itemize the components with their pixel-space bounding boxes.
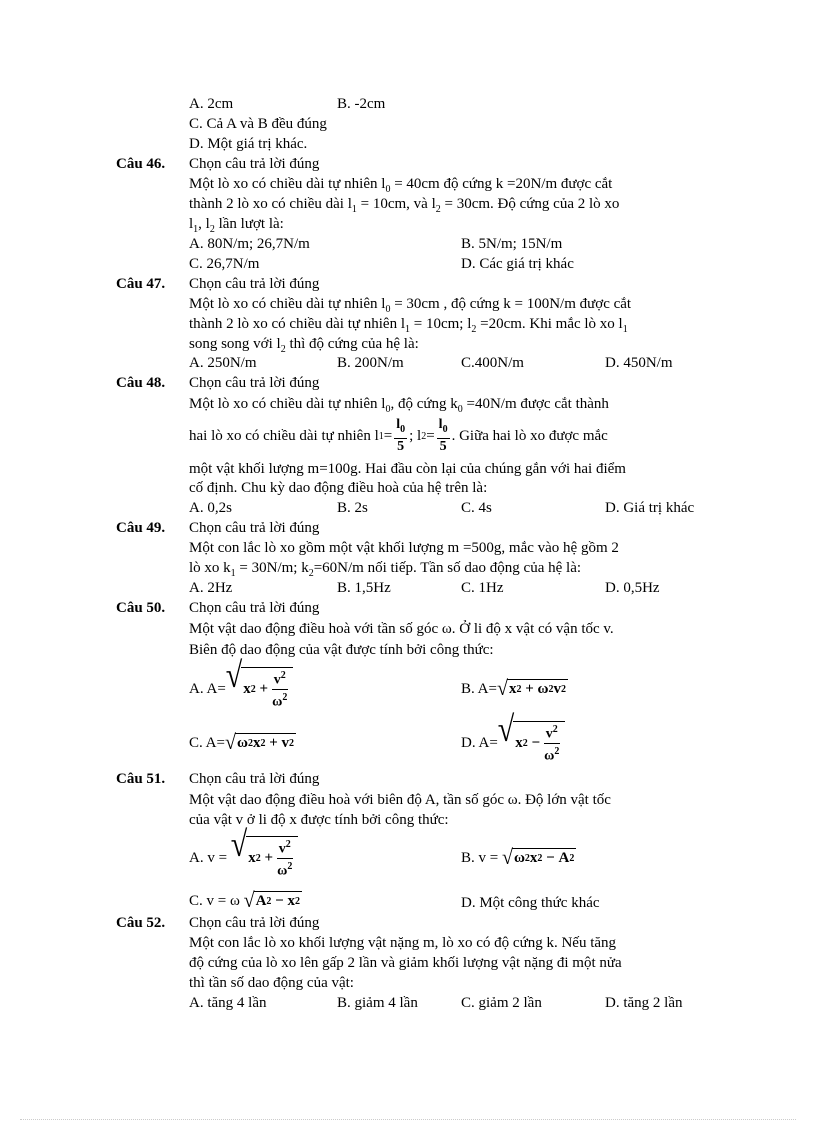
question-51-option-c: C. v = ω √ A 2 − x 2 — [189, 888, 300, 913]
question-50-option-a: A. A= √ x 2 + $\frac{v^2}{\omega^2}$ — [189, 664, 293, 714]
question-50-option-d: D. A= √ x 2 − $\frac{v^2}{\omega^2}$ — [461, 718, 565, 768]
question-49-label: Câu 49. — [116, 520, 166, 536]
question-50-prompt: Chọn câu trả lời đúng — [189, 600, 320, 616]
question-46-prompt: Chọn câu trả lời đúng — [189, 156, 320, 172]
question-51-option-d: D. Một công thức khác — [461, 895, 600, 911]
question-47-option-b: B. 200N/m — [337, 355, 404, 371]
question-52-option-a: A. tăng 4 lần — [189, 995, 267, 1011]
question-47-option-c: C.400N/m — [461, 355, 524, 371]
question-50-line-1: Một vật dao động điều hoà với tần số góc ω. Ở li độ x vật có vận tốc v. — [189, 621, 614, 637]
question-52-prompt: Chọn câu trả lời đúng — [189, 915, 320, 931]
sqrt: √ x 2 + $\frac{v^2}{\omega^2}$ — [231, 836, 299, 879]
question-51-line-2: của vật v ở li độ x được tính bởi công thức: — [189, 812, 449, 828]
prev-option-b: B. -2cm — [337, 96, 386, 112]
question-46-option-b: B. 5N/m; 15N/m — [461, 236, 563, 252]
question-49-option-c: C. 1Hz — [461, 580, 504, 596]
question-47-line-2: thành 2 lò xo có chiều dài tự nhiên $l_1 = 10cm$; $l_2 =20cm$. Khi mắc lò xo $l_1$ — [189, 316, 628, 335]
question-49-line-1: Một con lắc lò xo gồm một vật khối lượng m =500g, mắc vào hệ gồm 2 — [189, 540, 619, 556]
question-47-prompt: Chọn câu trả lời đúng — [189, 276, 320, 292]
question-46-line-2: thành 2 lò xo có chiều dài $l_1 = 10cm$, và $l_2 = 30cm$. Độ cứng của 2 lò xo — [189, 196, 620, 215]
question-49-option-b: B. 1,5Hz — [337, 580, 391, 596]
question-52-option-d: D. tăng 2 lần — [605, 995, 683, 1011]
question-46-option-a: A. 80N/m; 26,7N/m — [189, 236, 310, 252]
question-51-option-b: B. v = √ ω 2 x 2 − A 2 — [461, 845, 575, 870]
fraction-l0-over-5: $\frac{l_0}{5}$ — [396, 417, 406, 454]
question-51-option-a: A. v = √ x 2 + $\frac{v^2}{\omega^2}$ — [189, 833, 298, 883]
question-47-option-a: A. 250N/m — [189, 355, 257, 371]
sqrt: √ A 2 − x 2 — [243, 888, 300, 913]
question-48-option-d: D. Giá trị khác — [605, 500, 695, 516]
question-49-option-d: D. 0,5Hz — [605, 580, 660, 596]
question-46-option-d: D. Các giá trị khác — [461, 256, 574, 272]
question-48-prompt: Chọn câu trả lời đúng — [189, 375, 320, 391]
question-48-option-c: C. 4s — [461, 500, 492, 516]
prev-option-c: C. Cả A và B đều đúng — [189, 116, 327, 132]
question-48-option-b: B. 2s — [337, 500, 368, 516]
question-46-option-c: C. 26,7N/m — [189, 256, 260, 272]
question-51-prompt: Chọn câu trả lời đúng — [189, 771, 320, 787]
question-47-line-3: song song với $l_2$ thì độ cứng của hệ là: — [189, 336, 419, 355]
question-48-line-2: hai lò xo có chiều dài tự nhiên l 1 = $\frac{l_0}{5}$ ; l 2 = $\frac{l_0}{5}$ . Giữa hai lò xo được mắc — [189, 417, 608, 454]
question-48-option-a: A. 0,2s — [189, 500, 232, 516]
question-50-label: Câu 50. — [116, 600, 166, 616]
question-46-line-1: Một lò xo có chiều dài tự nhiên $l_0 = 40cm$ độ cứng k =20N/m được cắt — [189, 176, 613, 195]
question-47-line-1: Một lò xo có chiều dài tự nhiên $l_0 = 30cm$ , độ cứng k = 100N/m được cắt — [189, 296, 632, 315]
question-52-line-3: thì tần số dao động của vật: — [189, 975, 354, 991]
fraction-l0-over-5: $\frac{l_0}{5}$ — [438, 417, 448, 454]
question-48-label: Câu 48. — [116, 375, 166, 391]
sqrt: √ x 2 + $\frac{v^2}{\omega^2}$ — [226, 667, 294, 710]
question-48-line-1: Một lò xo có chiều dài tự nhiên $l_0$, độ cứng $k_0 =40N/m$ được cắt thành — [189, 396, 609, 415]
question-51-label: Câu 51. — [116, 771, 166, 787]
question-50-option-c: C. A= √ ω 2 x 2 + v 2 — [189, 730, 294, 755]
sqrt: √ x 2 − $\frac{v^2}{\omega^2}$ — [498, 721, 566, 764]
question-46-line-3: $l_1$, $l_2$ lần lượt là: — [189, 216, 284, 235]
question-52-line-1: Một con lắc lò xo khối lượng vật nặng m, lò xo có độ cứng k. Nếu tăng — [189, 935, 617, 951]
question-49-option-a: A. 2Hz — [189, 580, 233, 596]
question-49-line-2: lò xo $k_1 = 30N/m$; $k_2=60N/m$ nối tiếp. Tần số dao động của hệ là: — [189, 560, 582, 579]
question-47-label: Câu 47. — [116, 276, 166, 292]
question-47-option-d: D. 450N/m — [605, 355, 673, 371]
question-50-option-b: B. A= √ x 2 + ω 2 v 2 — [461, 676, 566, 701]
question-48-line-4: cố định. Chu kỳ dao động điều hoà của hệ trên là: — [189, 480, 488, 496]
question-51-line-1: Một vật dao động điều hoà với biên độ A, tần số góc ω. Độ lớn vật tốc — [189, 792, 611, 808]
question-50-line-2: Biên độ dao động của vật được tính bởi công thức: — [189, 642, 494, 658]
sqrt: √ x 2 + ω 2 v 2 — [496, 676, 566, 701]
sqrt: √ ω 2 x 2 − A 2 — [501, 845, 575, 870]
question-46-label: Câu 46. — [116, 156, 166, 172]
question-52-line-2: độ cứng của lò xo lên gấp 2 lần và giảm khối lượng vật nặng đi một nửa — [189, 955, 622, 971]
question-52-option-b: B. giảm 4 lần — [337, 995, 418, 1011]
prev-option-a: A. 2cm — [189, 96, 234, 112]
question-52-option-c: C. giảm 2 lần — [461, 995, 542, 1011]
question-48-line-3: một vật khối lượng m=100g. Hai đầu còn lại của chúng gắn với hai điểm — [189, 461, 626, 477]
page-bottom-divider — [20, 1119, 796, 1120]
question-49-prompt: Chọn câu trả lời đúng — [189, 520, 320, 536]
prev-option-d: D. Một giá trị khác. — [189, 136, 308, 152]
question-52-label: Câu 52. — [116, 915, 166, 931]
sqrt: √ ω 2 x 2 + v 2 — [224, 730, 294, 755]
